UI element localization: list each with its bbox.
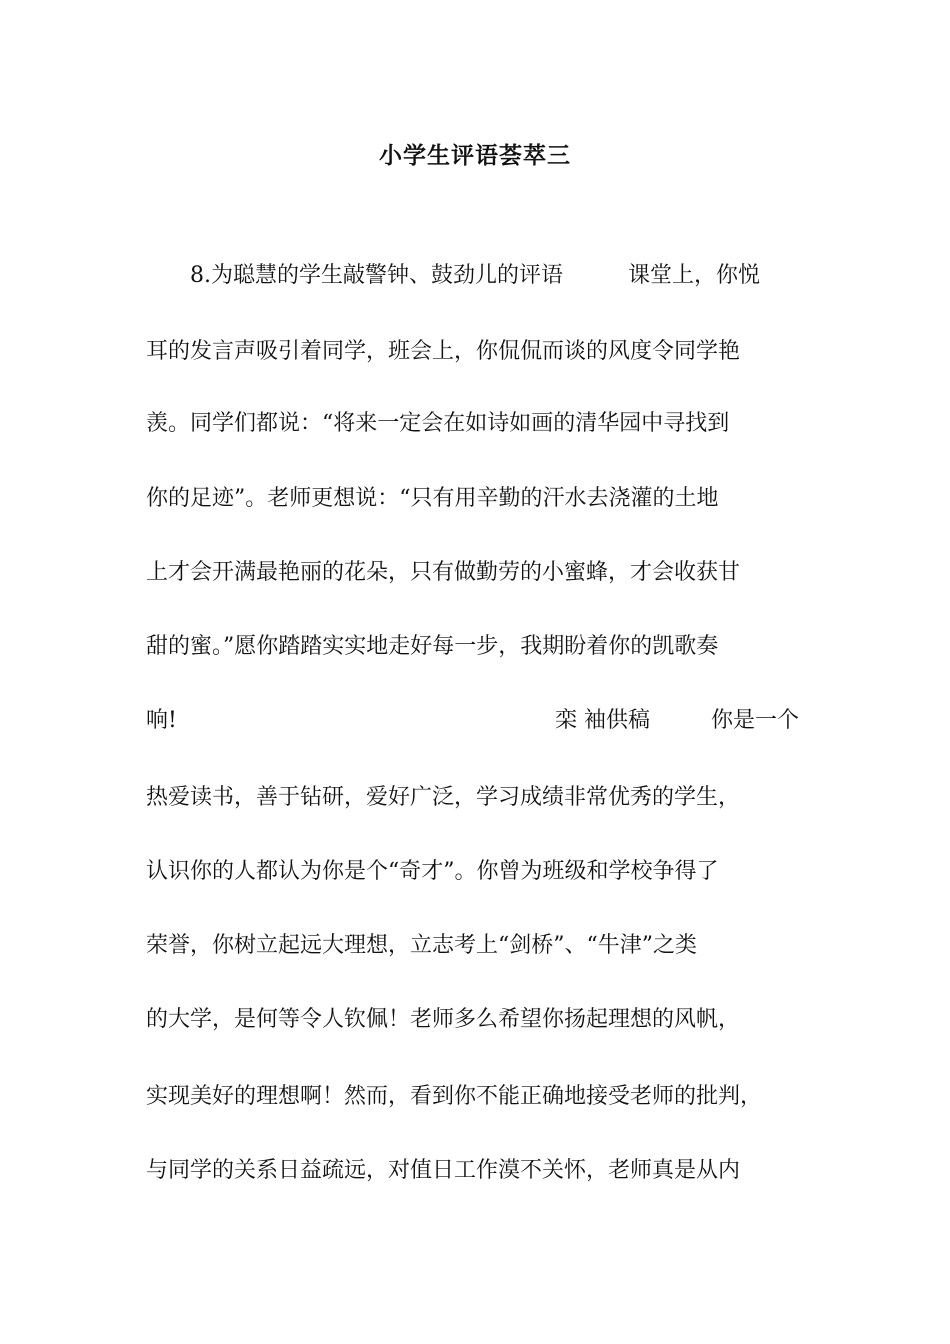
line-text: 你是一个 <box>711 708 800 733</box>
text-line-2 <box>146 337 740 367</box>
text-line-13 <box>146 1156 740 1186</box>
line-text: 与同学的关系日益疏远，对值日工作漠不关怀，老师真是从内 <box>146 1158 741 1183</box>
text-line-7 <box>146 706 806 736</box>
document-title: 小学生评语荟萃三 <box>379 142 571 169</box>
text-line-3 <box>146 409 729 439</box>
line-text: 羡。同学们都说：“将来一定会在如诗如画的清华园中寻找到 <box>146 411 730 436</box>
line-text: 你的足迹”。老师更想说：“只有用辛勤的汗水去浇灌的土地 <box>146 486 719 511</box>
text-line-4 <box>146 484 719 514</box>
line-text: 响! <box>146 708 177 733</box>
line-text: 课堂上，你悦 <box>628 263 761 288</box>
line-text: 的大学，是何等令人钦佩！老师多么希望你扬起理想的风帆， <box>146 1007 741 1032</box>
line-text: 耳的发言声吸引着同学，班会上，你侃侃而谈的风度令同学艳 <box>146 339 741 364</box>
section-heading: 8.为聪慧的学生敲警钟、鼓劲儿的评语 <box>190 263 563 288</box>
line-text: 上才会开满最艳丽的花朵，只有做勤劳的小蜜蜂，才会收获甘 <box>146 560 741 585</box>
line-text: 甜的蜜。”愿你踏踏实实地走好每一步，我期盼着你的凯歌奏 <box>146 634 719 659</box>
text-line-11 <box>146 1005 740 1035</box>
line-text: 认识你的人都认为你是个“奇才”。你曾为班级和学校争得了 <box>146 859 719 884</box>
contributor-credit: 栾 袖供稿 <box>555 708 650 733</box>
text-line-5 <box>146 558 740 588</box>
line-text: 实现美好的理想啊！然而，看到你不能正确地接受老师的批判， <box>146 1084 763 1109</box>
line-text: 热爱读书，善于钻研，爱好广泛，学习成绩非常优秀的学生， <box>146 785 741 810</box>
text-line-10 <box>146 931 697 961</box>
text-line-9 <box>146 857 719 887</box>
text-line-12 <box>146 1082 762 1112</box>
text-line-6 <box>146 632 718 662</box>
text-line-8 <box>146 783 740 813</box>
line-text: 荣誉，你树立起远大理想，立志考上“剑桥”、“牛津”之类 <box>146 933 697 958</box>
text-line-1 <box>190 261 760 291</box>
